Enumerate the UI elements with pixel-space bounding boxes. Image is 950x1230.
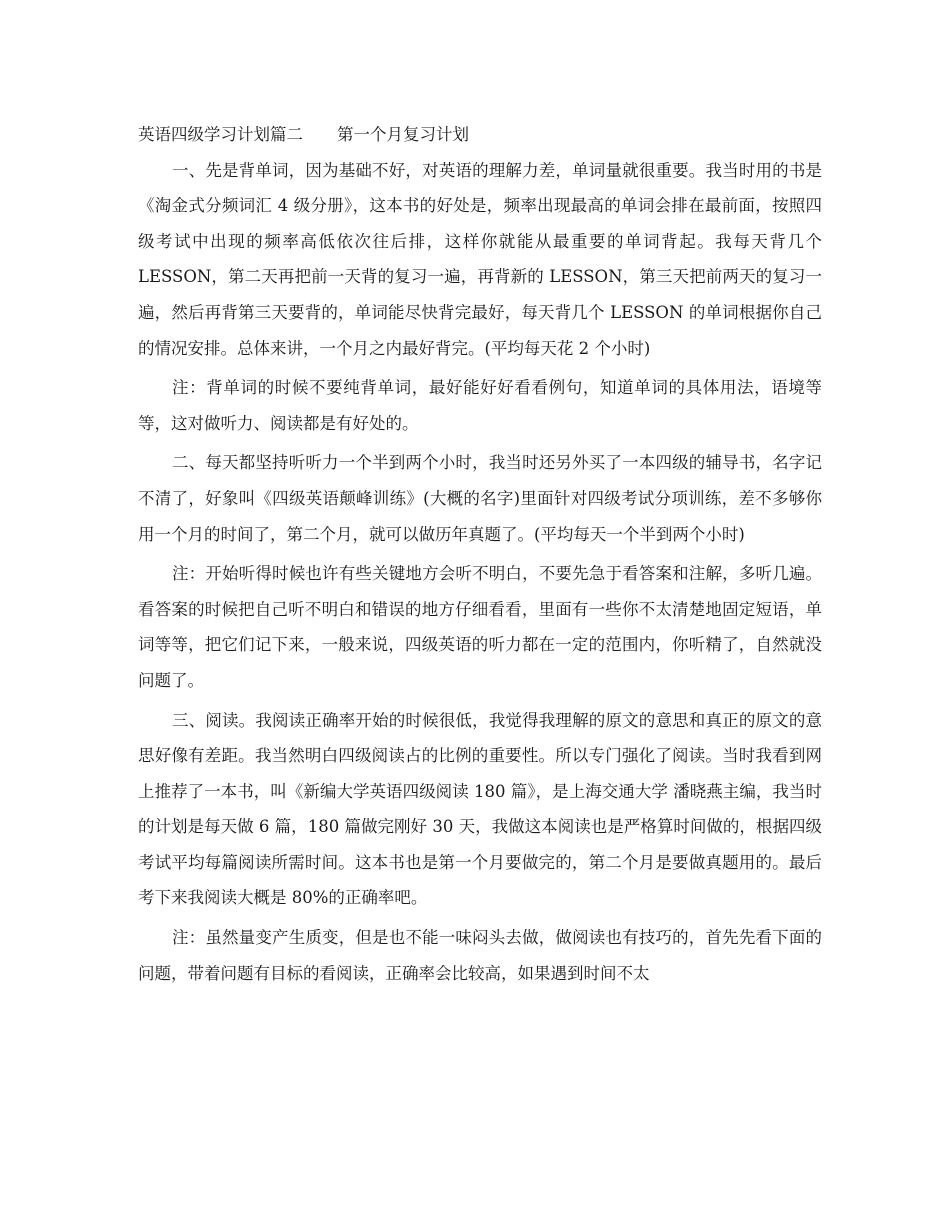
document-subtitle: 第一个月复习计划 xyxy=(337,125,469,144)
paragraph-listening-note: 注：开始听得时候也许有些关键地方会听不明白，不要先急于看答案和注解，多听几遍。看答案的时候把自己听不明白和错误的地方仔细看看，里面有一些你不太清楚地固定短语，单词等等，把它们记下来，一般来说，四级英语的听力都在一定的范围内，你听精了，自然就没问题了。 xyxy=(138,564,822,690)
document-body xyxy=(138,117,822,991)
paragraph-vocabulary-note: 注：背单词的时候不要纯背单词，最好能好好看看例句，知道单词的具体用法，语境等等，这对做听力、阅读都是有好处的。 xyxy=(138,378,822,433)
document-title: 英语四级学习计划篇二 xyxy=(138,125,303,144)
paragraph-vocabulary: 一、先是背单词，因为基础不好，对英语的理解力差，单词量就很重要。我当时用的书是《淘金式分频词汇 4 级分册》，这本书的好处是，频率出现最高的单词会排在最前面，按照四级考试中出现的频率高低依次往后排，这样你就能从最重要的单词背起。我每天背几个 LESSON，第二天再把前一天背的复习一遍，再背新的 LESSON，第三天把前两天的复习一遍，然后再背第三天要背的，单词能尽快背完最好，每天背几个 LESSON 的单词根据你自己的情况安排。总体来讲，一个月之内最好背完。(平均每天花 2 个小时) xyxy=(138,160,822,358)
paragraph-reading: 三、阅读。我阅读正确率开始的时候很低，我觉得我理解的原文的意思和真正的原文的意思好像有差距。我当然明白四级阅读占的比例的重要性。所以专门强化了阅读。当时我看到网上推荐了一本书，叫《新编大学英语四级阅读 180 篇》，是上海交通大学 潘晓燕主编，我当时的计划是每天做 6 篇，180 篇做完刚好 30 天，我做这本阅读也是严格算时间做的，根据四级考试平均每篇阅读所需时间。这本书也是第一个月要做完的，第二个月是要做真题用的。最后考下来我阅读大概是 80%的正确率吧。 xyxy=(138,710,822,908)
paragraph-reading-note: 注：虽然量变产生质变，但是也不能一味闷头去做，做阅读也有技巧的，首先先看下面的问题，带着问题有目标的看阅读，正确率会比较高，如果遇到时间不太 xyxy=(138,928,822,983)
title-line xyxy=(138,117,822,153)
paragraph-listening: 二、每天都坚持听听力一个半到两个小时，我当时还另外买了一本四级的辅导书，名字记不清了，好象叫《四级英语颠峰训练》(大概的名字)里面针对四级考试分项训练，差不多够你用一个月的时间了，第二个月，就可以做历年真题了。(平均每天一个半到两个小时) xyxy=(138,453,822,544)
